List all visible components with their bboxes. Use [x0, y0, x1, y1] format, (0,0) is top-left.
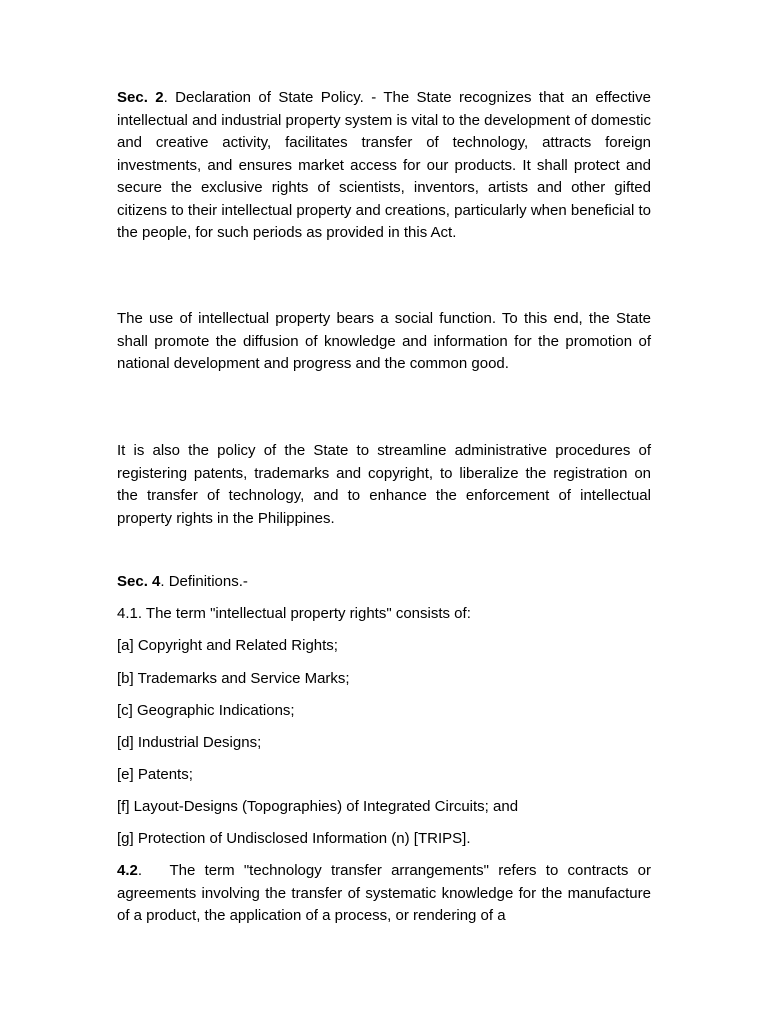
policy-paragraph: It is also the policy of the State to streamline administrative procedures of registering patents, trademarks and copyright, to liberalize the registration on the transfer of technology, and to enhance the enforcement of intellectual property rights in the Philippines.	[117, 442, 651, 527]
list-item: [a] Copyright and Related Rights;	[117, 637, 338, 654]
list-item: [c] Geographic Indications;	[117, 702, 295, 719]
section-4-label: Sec. 4	[117, 573, 161, 590]
section-2-text: . Declaration of State Policy. - The State recognizes that an effective intellectual and industrial property system is vital to the development of domestic and creative activity, facilitates transfer of technology, attracts foreign investments, and ensures market access for our products. It shall protect and secure the exclusive rights of scientists, inventors, artists and other gifted citizens to their intellectual property and creations, particularly when beneficial to the people, for such periods as provided in this Act.	[117, 89, 651, 241]
list-item: [b] Trademarks and Service Marks;	[117, 670, 350, 687]
social-function-paragraph: The use of intellectual property bears a social function. To this end, the State shall promote the diffusion of knowledge and information for the promotion of national development and progress and the common good.	[117, 310, 651, 372]
list-item: [e] Patents;	[117, 766, 193, 783]
definition-4-1: 4.1. The term "intellectual property rights" consists of:	[117, 605, 471, 622]
section-4-heading	[117, 571, 651, 594]
definition-4-2	[117, 860, 656, 928]
section-4-title: . Definitions.-	[160, 573, 248, 590]
section-2-paragraph	[117, 87, 651, 245]
section-2-label: Sec. 2	[117, 89, 164, 106]
list-item: [g] Protection of Undisclosed Information (n) [TRIPS].	[117, 830, 471, 847]
list-item: [d] Industrial Designs;	[117, 734, 262, 751]
definition-4-2-label: 4.2	[117, 862, 138, 879]
list-item: [f] Layout-Designs (Topographies) of Integrated Circuits; and	[117, 798, 519, 815]
definition-4-2-text: . The term "technology transfer arrangements" refers to contracts or agreements involving the transfer of systematic knowledge for the manufacture of a product, the application of a process, or rendering of a	[117, 862, 656, 924]
